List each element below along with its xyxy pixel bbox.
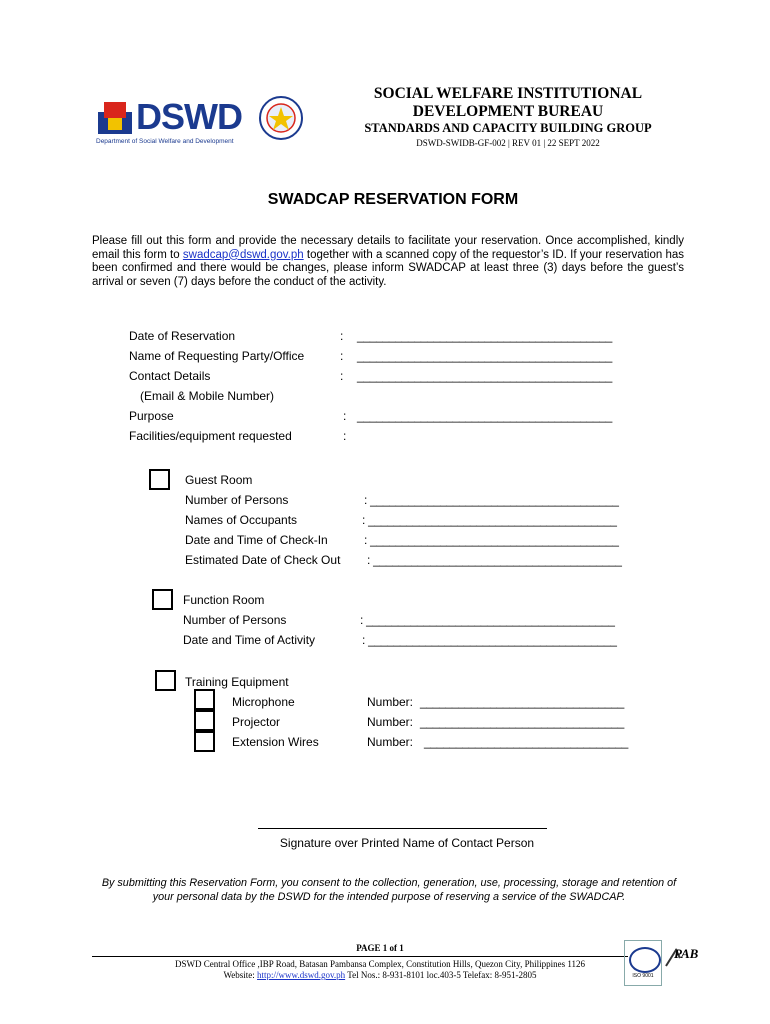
consent-notice: By submitting this Reservation Form, you consent to the collection, generation, use, processing, storage and retention of your personal data by the DSWD for the intended purpose of reserving a service of the SWADCAP.: [101, 877, 677, 903]
projector-checkbox[interactable]: [194, 710, 215, 731]
footer-contacts: [150, 970, 610, 980]
microphone-label: Microphone: [232, 695, 295, 709]
guest-checkout-input-line[interactable]: : _______________________________________: [367, 553, 622, 567]
function-activity-label: Date and Time of Activity: [183, 633, 316, 647]
group-title: STANDARDS AND CAPACITY BUILDING GROUP: [364, 121, 652, 135]
projector-number-label: Number:: [367, 715, 414, 729]
signature-line[interactable]: [258, 828, 547, 829]
contact-input-line[interactable]: ________________________________________: [357, 369, 612, 383]
microphone-number-line[interactable]: ________________________________: [420, 695, 624, 709]
extension-wires-checkbox[interactable]: [194, 731, 215, 752]
pab-accreditation-logo: [664, 944, 699, 980]
extension-wires-label: Extension Wires: [232, 735, 319, 749]
iso-certification-badge: [624, 940, 662, 986]
facilities-label: Facilities/equipment requested: [129, 429, 292, 443]
party-label: Name of Requesting Party/Office: [129, 349, 305, 363]
website-label: Website:: [223, 970, 258, 980]
form-title: SWADCAP RESERVATION FORM: [267, 191, 519, 208]
function-room-label: Function Room: [183, 593, 265, 607]
function-room-checkbox[interactable]: [152, 589, 173, 610]
extension-number-label: Number:: [367, 735, 414, 749]
bureau-title-line1: SOCIAL WELFARE INSTITUTIONAL: [373, 85, 643, 102]
date-colon: :: [340, 329, 344, 343]
page-number: PAGE 1 of 1: [356, 943, 404, 953]
party-colon: :: [340, 349, 344, 363]
certification-seal-icon: [629, 947, 661, 973]
guest-persons-input-line[interactable]: : _______________________________________: [364, 493, 619, 507]
party-input-line[interactable]: ________________________________________: [357, 349, 612, 363]
contact-numbers: Tel Nos.: 8-931-8101 loc.403-5 Telefax: 8-951-2805: [345, 970, 537, 980]
purpose-input-line[interactable]: ________________________________________: [357, 409, 612, 423]
date-label: Date of Reservation: [129, 329, 236, 343]
purpose-label: Purpose: [129, 409, 174, 423]
function-persons-label: Number of Persons: [183, 613, 287, 627]
document-code: DSWD-SWIDB-GF-002 | REV 01 | 22 SEPT 2022: [416, 138, 600, 148]
guest-occupants-input-line[interactable]: : _______________________________________: [362, 513, 617, 527]
projector-number-line[interactable]: ________________________________: [420, 715, 624, 729]
email-link[interactable]: swadcap@dswd.gov.ph: [182, 248, 304, 261]
footer-address: DSWD Central Office ,IBP Road, Batasan Pambansa Complex, Constitution Hills, Quezon City, Philippines 1126: [174, 959, 586, 969]
microphone-number-label: Number:: [367, 695, 414, 709]
website-link[interactable]: http://www.dswd.gov.ph: [257, 970, 346, 980]
bagong-pilipinas-seal-icon: [258, 95, 304, 141]
guest-checkin-label: Date and Time of Check-In: [185, 533, 328, 547]
training-equipment-checkbox[interactable]: [155, 670, 176, 691]
guest-persons-label: Number of Persons: [185, 493, 289, 507]
bureau-title-line2: DEVELOPMENT BUREAU: [412, 103, 604, 120]
guest-room-checkbox[interactable]: [149, 469, 170, 490]
guest-checkin-input-line[interactable]: : _______________________________________: [364, 533, 619, 547]
contact-colon: :: [340, 369, 344, 383]
iso-text: ISO 9001: [632, 973, 654, 979]
function-persons-input-line[interactable]: : _______________________________________: [360, 613, 615, 627]
guest-occupants-label: Names of Occupants: [185, 513, 298, 527]
contact-label: Contact Details: [129, 369, 211, 383]
guest-checkout-label: Estimated Date of Check Out: [185, 553, 341, 567]
logo-subtext: Department of Social Welfare and Development: [96, 138, 234, 145]
logo-text: DSWD: [136, 96, 242, 137]
date-input-line[interactable]: ________________________________________: [357, 329, 612, 343]
contact-sublabel: (Email & Mobile Number): [140, 389, 275, 403]
intro-text-2: together with a scanned copy of the requestor’s ID. If your reservation has been confirmed and there would be changes, please inform SWADCAP at least three (3) days before the guest’s arrival or seven (7) days before the conduct of the activity.: [92, 248, 685, 288]
intro-text-1: Please fill out this form and provide the necessary details to facilitate your reservation. Once accomplished, kindly email this form to: [92, 235, 684, 261]
projector-label: Projector: [232, 715, 281, 729]
purpose-colon: :: [343, 409, 347, 423]
dswd-emblem-icon: [96, 98, 136, 138]
function-activity-input-line[interactable]: : _______________________________________: [362, 633, 617, 647]
intro-paragraph: [92, 235, 684, 289]
microphone-checkbox[interactable]: [194, 689, 215, 710]
guest-room-label: Guest Room: [185, 473, 253, 487]
footer-rule: [92, 956, 628, 957]
signature-caption: Signature over Printed Name of Contact Person: [279, 836, 535, 850]
facilities-colon: :: [343, 429, 347, 443]
training-equipment-label: Training Equipment: [185, 675, 289, 689]
extension-number-line[interactable]: ________________________________: [424, 735, 628, 749]
dswd-logo: [96, 94, 256, 154]
pab-text: PAB: [674, 946, 699, 961]
